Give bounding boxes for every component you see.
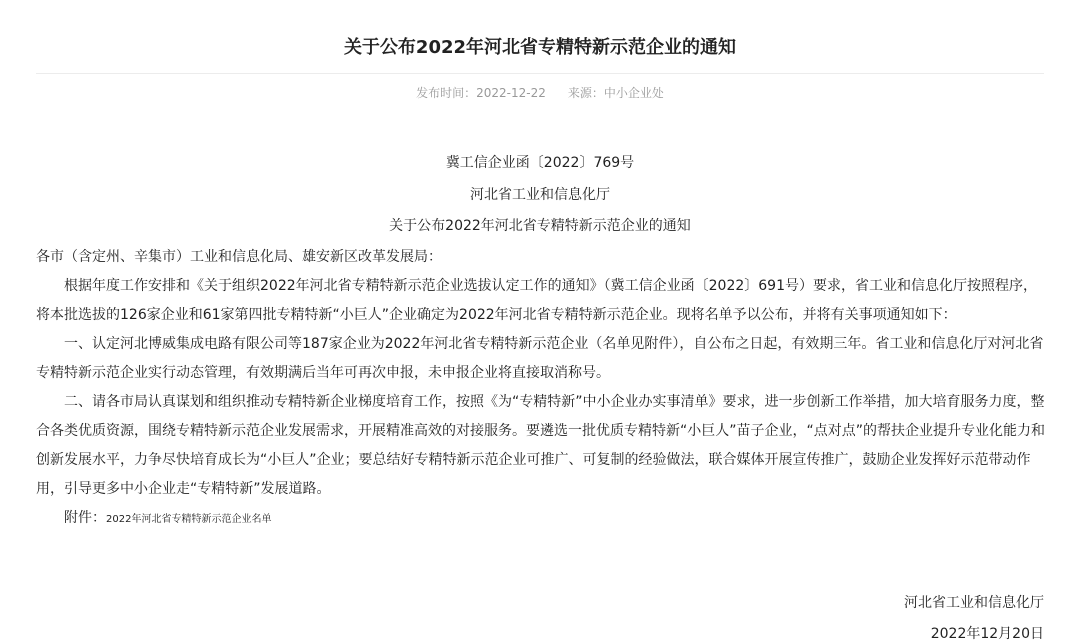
attachment-link[interactable]: 2022年河北省专精特新示范企业名单	[106, 514, 272, 525]
attachment-label: 附件：	[64, 510, 106, 526]
article-meta	[0, 84, 1080, 101]
doc-title: 关于公布2022年河北省专精特新示范企业的通知	[389, 218, 691, 234]
attachment-line	[36, 504, 1046, 534]
publish-date: 发布时间：2022-12-22	[416, 86, 546, 100]
salutation: 各市（含定州、辛集市）工业和信息化局、雄安新区改革发展局：	[36, 249, 442, 265]
paragraph: 根据年度工作安排和《关于组织2022年河北省专精特新示范企业选拔认定工作的通知》（冀工信企业函〔2022〕691号）要求，省工业和信息化厅按照程序，将本批选拔的126家企业和61家第四批专精特新“小巨人”企业确定为2022年河北省专精特新示范企业。现将名单予以公布，并将有关事项通知如下：	[36, 278, 1037, 323]
paragraph: 二、请各市局认真谋划和组织推动专精特新企业梯度培育工作，按照《为“专精特新”中小企业办实事清单》要求，进一步创新工作举措，加大培育服务力度，整合各类优质资源，围绕专精特新示范企业发展需求，开展精准高效的对接服务。要遴选一批优质专精特新“小巨人”苗子企业，“点对点”的帮扶企业提升专业化能力和创新发展水平，力争尽快培育成长为“小巨人”企业；要总结好专精特新示范企业可推广、可复制的经验做法，联合媒体开展宣传推广，鼓励企业发挥好示范带动作用，引导更多中小企业走“专精特新”发展道路。	[36, 394, 1046, 497]
sign-date: 2022年12月20日	[930, 626, 1044, 642]
doc-number: 冀工信企业函〔2022〕769号	[445, 155, 635, 171]
paragraph: 一、认定河北博威集成电路有限公司等187家企业为2022年河北省专精特新示范企业（名单见附件），自公布之日起，有效期三年。省工业和信息化厅对河北省专精特新示范企业实行动态管理，有效期满后当年可再次申报，未申报企业将直接取消称号。	[36, 336, 1044, 381]
signature: 河北省工业和信息化厅	[904, 595, 1044, 611]
title-divider	[36, 73, 1044, 74]
source-label: 来源：中小企业处	[567, 86, 664, 100]
page-title: 关于公布2022年河北省专精特新示范企业的通知	[343, 37, 737, 58]
issuer-name: 河北省工业和信息化厅	[470, 187, 610, 203]
notice-body	[36, 272, 1046, 534]
